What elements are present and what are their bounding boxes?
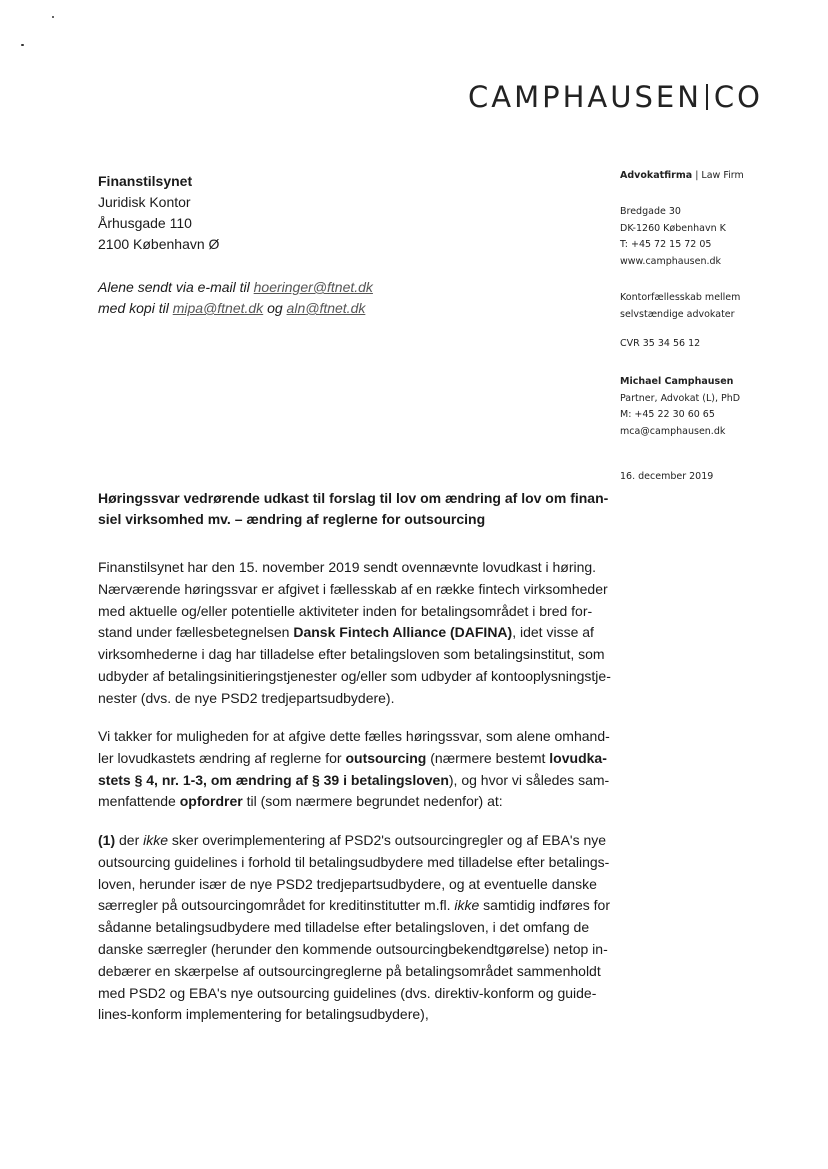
p2-text: ler lovudkastets ændring af reglerne for (98, 749, 346, 766)
p2-bold: stets § 4, nr. 1-3, om ændring af § 39 i betalingsloven (98, 771, 449, 788)
recipient-name: Finanstilsynet (98, 173, 193, 189)
person-email[interactable]: mca@camphausen.dk (620, 425, 726, 437)
p1-line: Finanstilsynet har den 15. november 2019 sendt ovennævnte lovudkast i høring. (98, 559, 597, 575)
firm-type-rest: | Law Firm (692, 170, 744, 181)
p2-bold: lovudka- (549, 749, 607, 766)
p1-text: , idet visse af (512, 624, 594, 641)
letter-date: 16. december 2019 (620, 471, 714, 482)
p1-line: Nærværende høringssvar er afgivet i fællesskab af en række fintech virksomheder (98, 580, 608, 597)
p1-line: med aktuelle og/eller potentielle aktiviteter inden for betalingsområdet i bred for- (98, 602, 593, 619)
send-note-line-2 (98, 298, 373, 319)
heading-line-1: Høringssvar vedrørende udkast til forslag til lov om ændring af lov om finan- (98, 490, 609, 506)
p3-text: der (115, 832, 144, 848)
office-line-2: selvstændige advokater (620, 308, 735, 320)
p2-text: til (som nærmere begrundet nedenfor) at: (242, 793, 503, 810)
person-name: Michael Camphausen (620, 376, 734, 387)
sidebar-person (620, 374, 740, 440)
sidebar-office (620, 290, 740, 323)
recipient-city: 2100 København Ø (98, 236, 220, 252)
item-number: (1) (98, 832, 116, 848)
person-phone: M: +45 22 30 60 65 (620, 409, 715, 420)
p3-line: med PSD2 og EBA's nye outsourcing guidelines (dvs. direktiv-konform og guide- (98, 984, 597, 1001)
firm-type-bold: Advokatfirma (620, 170, 693, 181)
office-line-1: Kontorfællesskab mellem (620, 292, 741, 303)
scan-speck (21, 44, 24, 46)
paragraph-1 (98, 557, 611, 710)
firm-city: DK-1260 København K (620, 222, 726, 234)
p3-line: loven, herunder især de nye PSD2 tredjepartsudbydere, og at eventuelle danske (98, 875, 597, 892)
p3-italic: ikke (454, 897, 480, 914)
copy-conjunction: og (263, 300, 287, 316)
sidebar-date (620, 469, 713, 486)
paragraph-3 (98, 830, 610, 1026)
p3-line (98, 830, 607, 852)
p3-line (98, 895, 610, 917)
p3-line: danske særregler (herunder den kommende outsourcingbekendtgørelse) netop in- (98, 940, 608, 957)
firm-logo (468, 80, 763, 114)
scan-speck (52, 16, 54, 18)
p3-line: debærer en skærpelse af outsourcingreglerne på betalingsområdet sammenholdt (98, 962, 601, 979)
alliance-name: Dansk Fintech Alliance (DAFINA) (293, 624, 513, 641)
send-note-line-1 (98, 277, 373, 298)
p1-line: virksomhederne i dag har tilladelse efter betalingsloven som betalingsinstitut, som (98, 646, 605, 663)
p3-text: særregler på outsourcingområdet for kreditinstitutter m.fl. (98, 897, 455, 914)
sidebar-cvr (620, 336, 700, 353)
sidebar-address (620, 204, 726, 270)
paragraph-2 (98, 726, 610, 813)
p2-text: ), og hvor vi således sam- (448, 771, 610, 788)
logo-right: CO (713, 80, 763, 114)
email-link-hoeringer[interactable]: hoeringer@ftnet.dk (253, 279, 373, 295)
firm-website[interactable]: www.camphausen.dk (620, 255, 722, 267)
logo-separator (706, 84, 708, 110)
p2-line (98, 748, 607, 770)
p3-italic: ikke (143, 832, 169, 848)
send-note-prefix: Alene sendt via e-mail til (98, 279, 254, 295)
p2-text: (nærmere bestemt (426, 749, 550, 766)
p2-bold: outsourcing (345, 749, 427, 766)
firm-street: Bredgade 30 (620, 206, 681, 217)
firm-phone: T: +45 72 15 72 05 (620, 239, 712, 250)
p3-text: samtidig indføres for (479, 897, 610, 914)
p1-line (98, 622, 594, 644)
p1-text: stand under fællesbetegnelsen (98, 624, 294, 641)
email-link-mipa[interactable]: mipa@ftnet.dk (172, 300, 264, 316)
email-link-aln[interactable]: aln@ftnet.dk (286, 300, 366, 316)
recipient-street: Århusgade 110 (98, 215, 192, 231)
p3-text: sker overimplementering af PSD2's outsourcingregler og af EBA's nye (168, 832, 607, 848)
p3-line: sådanne betalingsudbydere med tilladelse efter betalingsloven, i det omfang de (98, 919, 590, 936)
person-title: Partner, Advokat (L), PhD (620, 392, 741, 404)
p2-line (98, 770, 610, 792)
recipient-dept: Juridisk Kontor (98, 194, 191, 210)
p2-line: Vi takker for muligheden for at afgive dette fælles høringssvar, som alene omhand- (98, 728, 610, 744)
p2-text: menfattende (98, 793, 180, 810)
send-note (98, 277, 373, 319)
sidebar-firm (620, 168, 744, 185)
p3-line: lines-konform implementering for betalingsudbydere), (98, 1006, 429, 1023)
copy-prefix: med kopi til (98, 300, 173, 316)
recipient-address (98, 171, 219, 255)
p1-line: udbyder af betalingsinitieringstjenester og/eller som udbyder af kontooplysningstje- (98, 667, 611, 684)
p3-line: outsourcing guidelines i forhold til betalingsudbydere med tilladelse efter betalings- (98, 853, 610, 870)
p2-line (98, 791, 584, 813)
letter-heading (98, 488, 609, 530)
heading-line-2: siel virksomhed mv. – ændring af reglerne for outsourcing (98, 511, 486, 527)
p2-bold: opfordrer (179, 793, 243, 810)
logo-left: CAMPHAUSEN (468, 80, 702, 114)
p1-line: nester (dvs. de nye PSD2 tredjepartsudbydere). (98, 689, 395, 706)
firm-type (620, 168, 744, 185)
cvr-number: CVR 35 34 56 12 (620, 338, 701, 349)
